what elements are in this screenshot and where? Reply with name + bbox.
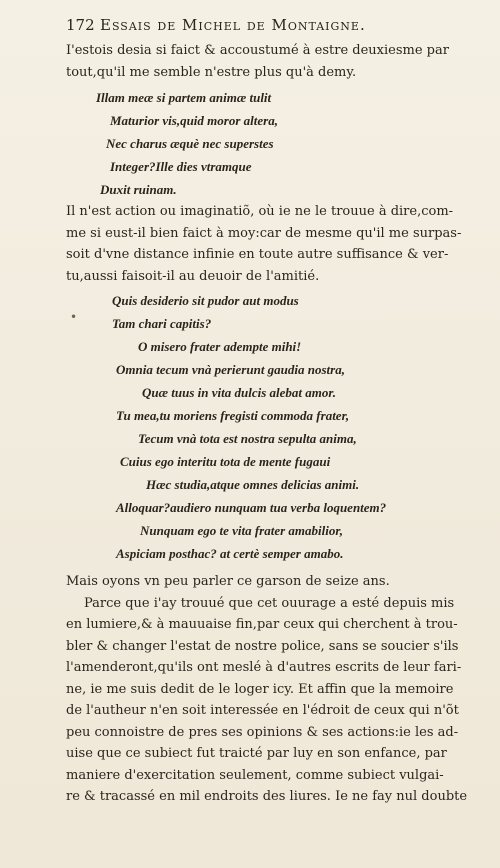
- text-line: en lumiere,& à mauuaise fin,par ceux qui cherchent à trou-: [66, 617, 458, 632]
- verse-line: Quæ tuus in vita dulcis alebat amor.: [142, 385, 336, 400]
- verse-line: Tecum vnà tota est nostra sepulta anima,: [138, 431, 357, 446]
- page-number: 172: [66, 16, 95, 34]
- text-line: l'amenderont,qu'ils ont meslé à d'autres escrits de leur fari-: [66, 660, 462, 675]
- verse-line: Alloquar?audiero nunquam tua verba loquentem?: [116, 500, 387, 515]
- text-line: uise que ce subiect fut traicté par luy en son enfance, par: [66, 746, 447, 761]
- paragraph-2: [66, 201, 490, 287]
- verse-line: O misero frater adempte mihi!: [138, 339, 302, 354]
- verse-line: Maturior vis,quid moror altera,: [110, 113, 278, 128]
- verse-line: Cuius ego interitu tota de mente fugaui: [120, 454, 331, 469]
- text-line: peu connoistre de pres ses opinions & ses actions:ie les ad-: [66, 724, 459, 740]
- verse-line: Tam chari capitis?: [112, 316, 212, 331]
- verse-block-1: [66, 86, 490, 201]
- verse-line: Illam meæ si partem animæ tulit: [96, 90, 272, 105]
- verse-line: Tu mea,tu moriens fregisti commoda frater,: [116, 408, 350, 423]
- text-line: tout,qu'il me semble n'estre plus qu'à demy.: [66, 64, 357, 80]
- paragraph-3: [66, 571, 490, 808]
- verse-line: Omnia tecum vnà perierunt gaudia nostra,: [116, 362, 345, 377]
- text-line: Parce que i'ay trouué que cet ouurage a esté depuis mis: [84, 595, 455, 611]
- paragraph-1: [66, 40, 490, 83]
- text-line: Il n'est action ou imaginatiõ, où ie ne le trouue à dire,com-: [66, 204, 454, 219]
- text-line: me si eust-il bien faict à moy:car de mesme qu'il me surpas-: [66, 225, 462, 241]
- text-line: re & tracassé en mil endroits des liures. Ie ne fay nul doubte: [66, 789, 468, 804]
- text-line: bler & changer l'estat de nostre police, sans se soucier s'ils: [66, 638, 459, 654]
- verse-line: Integer?Ille dies vtramque: [110, 159, 252, 174]
- verse-line: Hæc studia,atque omnes delicias animi.: [146, 477, 360, 492]
- verse-line: Aspiciam posthac? at certè semper amabo.: [116, 546, 344, 561]
- verse-line: Duxit ruinam.: [100, 182, 177, 197]
- margin-mark: •: [70, 310, 78, 324]
- verse-line: Nec charus æquè nec superstes: [106, 136, 274, 151]
- page-header: [66, 16, 486, 38]
- verse-block-2: [66, 289, 490, 565]
- running-title: Essais de Michel de Montaigne.: [100, 16, 366, 34]
- verse-line: Quis desiderio sit pudor aut modus: [112, 293, 299, 308]
- text-line: soit d'vne distance infinie en toute autre suffisance & ver-: [66, 247, 449, 262]
- text-line: de l'autheur n'en soit interessée en l'édroit de ceux qui n'õt: [66, 703, 459, 718]
- text-line: Mais oyons vn peu parler ce garson de seize ans.: [66, 574, 390, 589]
- text-line: ne, ie me suis dedit de le loger icy. Et affin que la memoire: [66, 681, 454, 697]
- page-body: [66, 40, 490, 808]
- text-line: tu,aussi faisoit-il au deuoir de l'amitié.: [66, 268, 320, 284]
- verse-line: Nunquam ego te vita frater amabilior,: [140, 523, 343, 538]
- text-line: maniere d'exercitation seulement, comme subiect vulgai-: [66, 767, 444, 783]
- text-line: I'estois desia si faict & accoustumé à estre deuxiesme par: [66, 43, 449, 58]
